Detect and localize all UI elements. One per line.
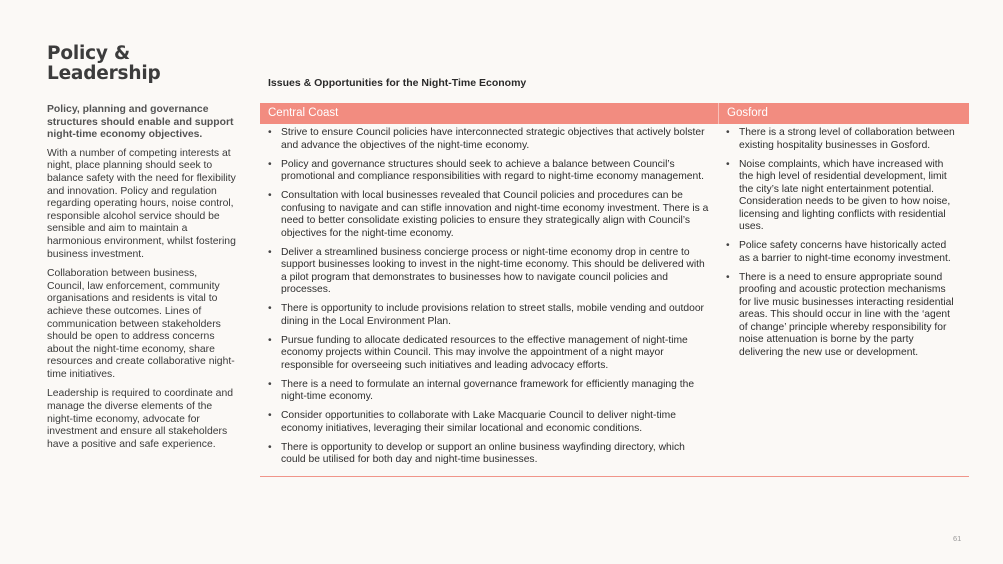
lead-paragraph: Policy, planning and governance structures should enable and support night-time economy objectives. xyxy=(47,104,234,141)
table-header-row xyxy=(260,103,969,124)
gosford-list xyxy=(718,127,969,359)
body-paragraph: Collaboration between business, Council, law enforcement, community organisations and residents is vital to achieve these outcomes. Lines of communication between stakeholders should be open to address concerns about the night-time economy, share resources and create collaborative night-time initiatives. xyxy=(47,268,235,380)
title-line-1: Policy & xyxy=(47,43,130,64)
list-item: • There is a need to ensure appropriate sound proofing and acoustic protection mechanisms for live music businesses interacting residential areas. This should occur in line with the ‘agent of change’ principle whereby responsibility for noise attenuation is borne by the party delivering the new use or development. xyxy=(718,272,959,360)
table-body-row xyxy=(260,124,969,476)
list-item: • Consider opportunities to collaborate with Lake Macquarie Council to deliver night-time economy initiatives, leveraging their similar locational and economic conditions. xyxy=(260,410,712,435)
central-coast-list xyxy=(260,127,718,467)
page-title xyxy=(47,44,237,84)
sidebar xyxy=(47,44,237,458)
issues-table xyxy=(260,103,969,477)
list-item: • There is opportunity to include provisions relation to street stalls, mobile vending and outdoor dining in the Local Environment Plan. xyxy=(260,303,712,328)
list-item: • Policy and governance structures should seek to achieve a balance between Council’s promotional and compliance responsibilities with regard to night-time economy management. xyxy=(260,159,712,184)
column-header-gosford: Gosford xyxy=(718,103,969,124)
list-item: • Police safety concerns have historically acted as a barrier to night-time economy investment. xyxy=(718,240,959,265)
list-item: • Noise complaints, which have increased with the high level of residential development, limit the city’s late night entertainment potential. Consideration needs to be given to how noise, licensing and lighting conflicts with residential uses. xyxy=(718,159,959,234)
list-item: • There is opportunity to develop or support an online business wayfinding directory, which could be utilised for both day and night-time businesses. xyxy=(260,442,712,467)
list-item: • Strive to ensure Council policies have interconnected strategic objectives that actively bolster and advance the objectives of the night-time economy. xyxy=(260,127,712,152)
list-item: • Pursue funding to allocate dedicated resources to the effective management of night-time economy projects within Council. This may involve the appointment of a night mayor responsible for overseeing such initiatives and leading advocacy efforts. xyxy=(260,335,712,373)
column-header-central-coast: Central Coast xyxy=(268,107,339,119)
list-item: • Deliver a streamlined business concierge process or night-time economy drop in centre to support businesses looking to invest in the night-time economy. This should be delivered with a pilot program that demonstrates to businesses how to navigate council policies and processes. xyxy=(260,247,712,297)
central-coast-cell xyxy=(260,127,718,473)
list-item: • There is a strong level of collaboration between existing hospitality businesses in Gosford. xyxy=(718,127,959,152)
body-paragraph: Leadership is required to coordinate and manage the diverse elements of the night-time economy, advocate for investment and ensure all stakeholders have a positive and safe experience. xyxy=(47,388,234,450)
list-item: • There is a need to formulate an internal governance framework for efficiently managing the night-time economy. xyxy=(260,379,712,404)
body-paragraph: With a number of competing interests at night, place planning should seek to balance safety with the need for flexibility and innovation. Policy and regulation regarding operating hours, noise control, responsible alcohol service should be sensible and aim to maintain a harmonious environment, whilst fostering business investment. xyxy=(47,147,236,260)
list-item: • Consultation with local businesses revealed that Council policies and procedures can be confusing to navigate and can stifle innovation and night-time economy investment. There is a need to better consolidate existing policies to ensure they strategically align with Council’s objectives for the night-time economy. xyxy=(260,190,712,240)
title-line-2: Leadership xyxy=(47,63,161,84)
page-number: 61 xyxy=(953,534,962,543)
table-heading: Issues & Opportunities for the Night-Time Economy xyxy=(268,77,527,89)
gosford-cell xyxy=(718,127,969,473)
